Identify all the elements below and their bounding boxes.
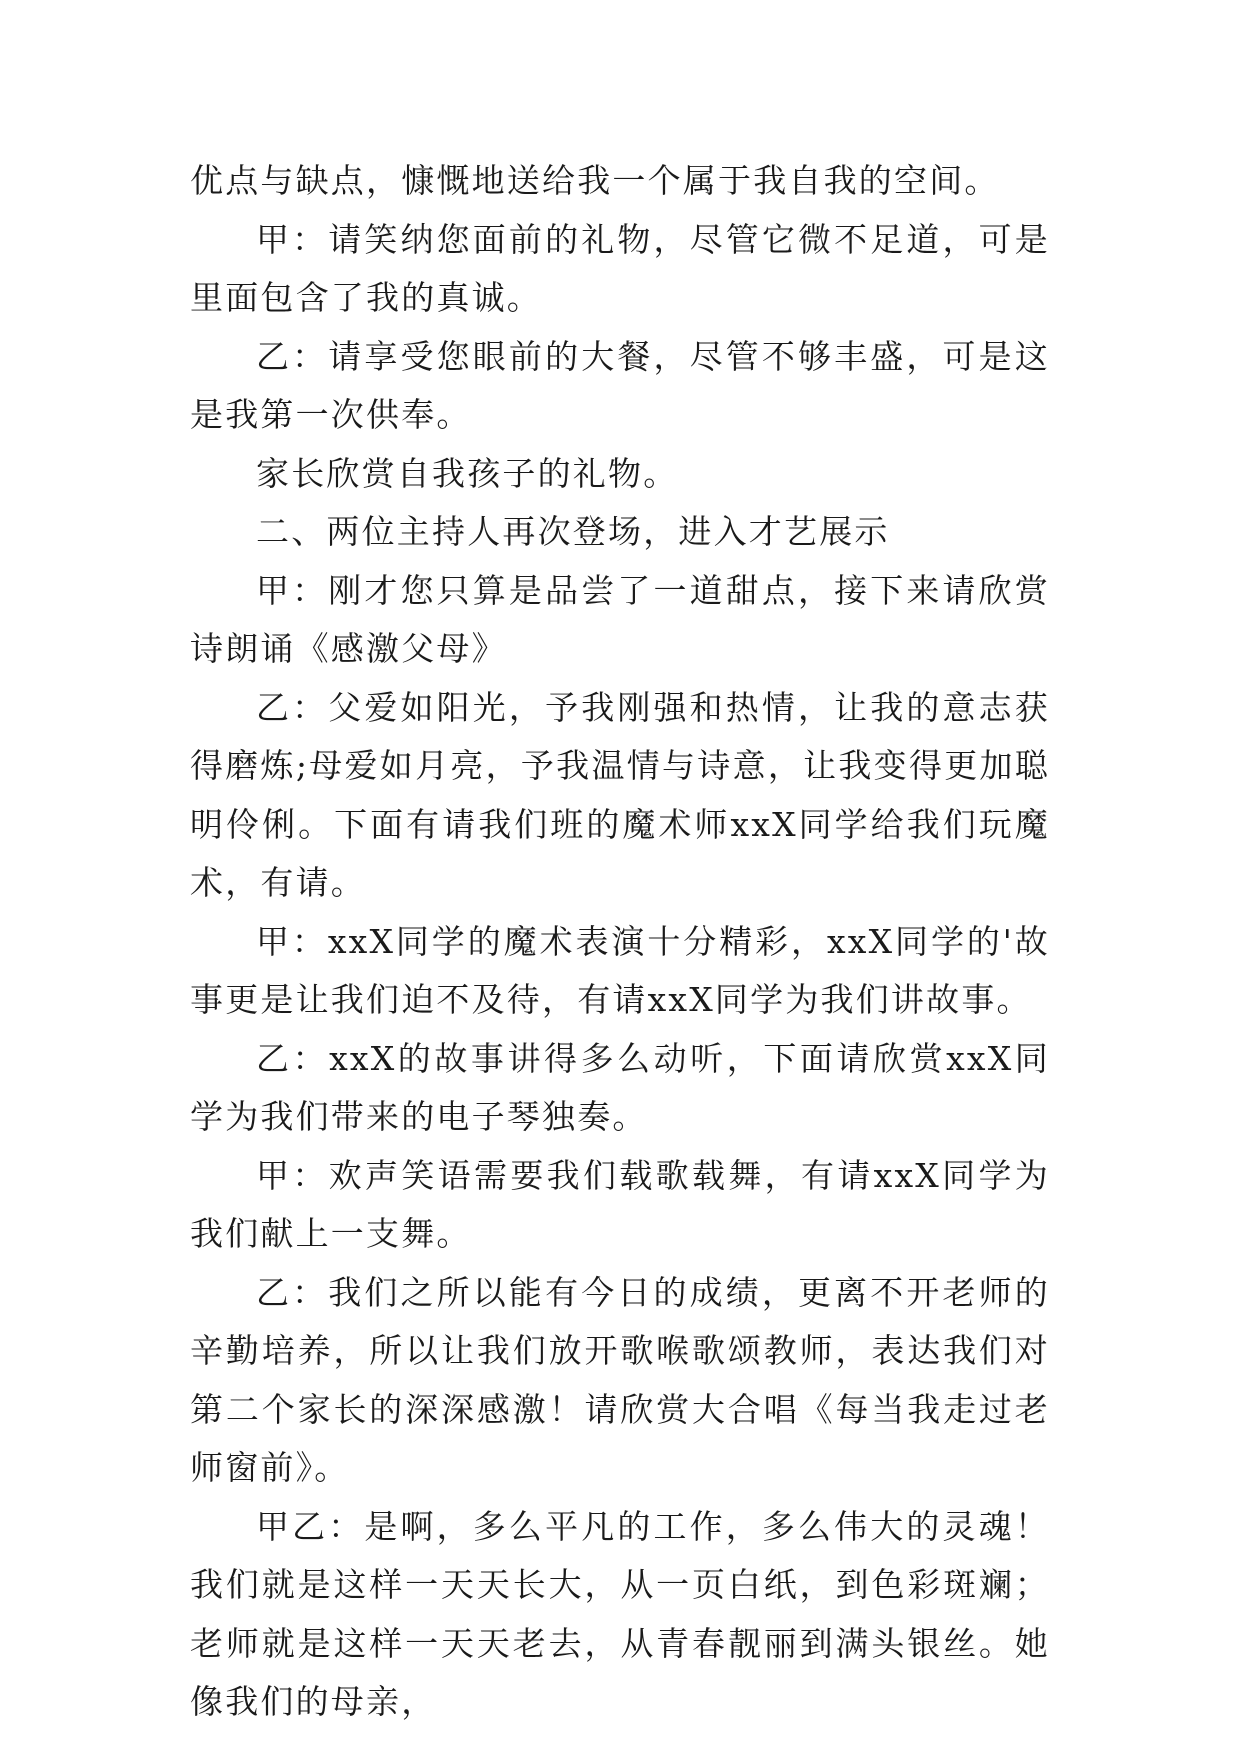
paragraph-2: 甲：请笑纳您面前的礼物，尽管它微不足道，可是里面包含了我的真诚。 [190,219,1050,317]
paragraph-4: 家长欣赏自我孩子的礼物。 [256,453,679,493]
paragraph-7: 乙：父爱如阳光，予我刚强和热情，让我的意志获得磨炼;母爱如月亮，予我温情与诗意，让我变得更加聪明伶俐。下面有请我们班的魔术师xxX同学给我们玩魔术，有请。 [190,687,1050,902]
paragraph-11: 乙：我们之所以能有今日的成绩，更离不开老师的辛勤培养，所以让我们放开歌喉歌颂教师，表达我们对第二个家长的深深感激！请欣赏大合唱《每当我走过老师窗前》。 [190,1272,1050,1487]
paragraph-10: 甲：欢声笑语需要我们载歌载舞，有请xxX同学为我们献上一支舞。 [190,1155,1050,1253]
paragraph-1: 优点与缺点，慷慨地送给我一个属于我自我的空间。 [190,161,1000,200]
paragraph-8: 甲：xxX同学的魔术表演十分精彩，xxX同学的'故事更是让我们迫不及待，有请xxX同学为我们讲故事。 [190,921,1050,1019]
paragraph-6: 甲：刚才您只算是品尝了一道甜点，接下来请欣赏诗朗诵《感激父母》 [190,570,1050,668]
paragraph-9: 乙：xxX的故事讲得多么动听，下面请欣赏xxX同学为我们带来的电子琴独奏。 [190,1038,1050,1136]
document-body [190,152,1050,1732]
section-heading-2: 二、两位主持人再次登场，进入才艺展示 [256,512,890,551]
paragraph-12: 甲乙：是啊，多么平凡的工作，多么伟大的灵魂！我们就是这样一天天长大，从一页白纸，到色彩斑斓；老师就是这样一天天老去，从青春靓丽到满头银丝。她像我们的母亲， [190,1506,1050,1721]
paragraph-3: 乙：请享受您眼前的大餐，尽管不够丰盛，可是这是我第一次供奉。 [190,336,1050,434]
